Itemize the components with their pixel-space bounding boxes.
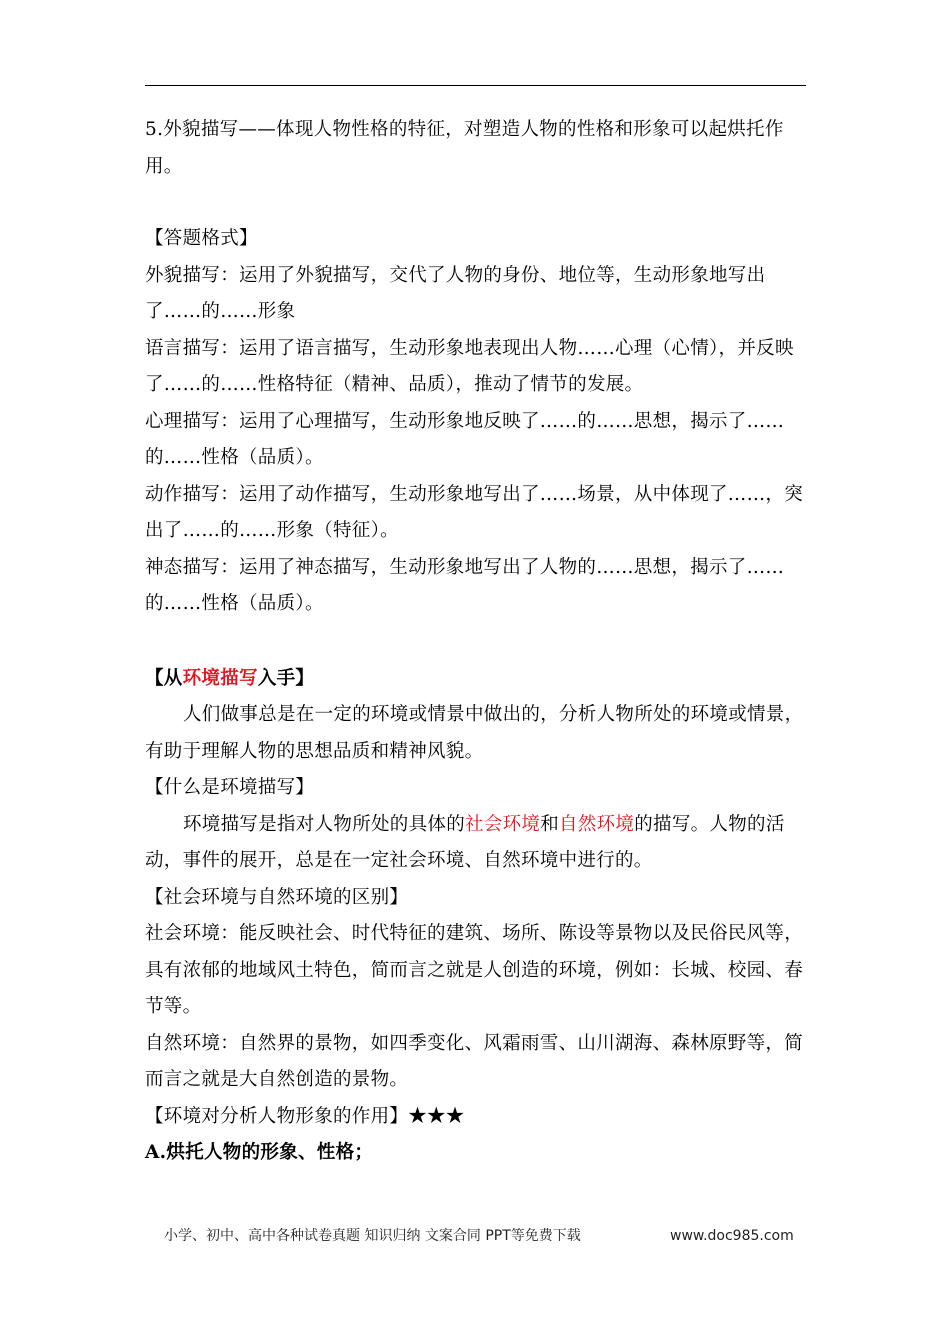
what-is-paragraph: 环境描写是指对人物所处的具体的社会环境和自然环境的描写。人物的活动，事件的展开，总是在一定社会环境、自然环境中进行的。	[145, 813, 785, 871]
answer-format-appearance: 外貌描写：运用了外貌描写，交代了人物的身份、地位等，生动形象地写出了……的……形象	[145, 264, 766, 322]
natural-env: 自然环境：自然界的景物，如四季变化、风霜雨雪、山川湖海、森林原野等，简而言之就是大自然创造的景物。	[145, 1032, 804, 1090]
natural-env-term: 自然环境	[559, 813, 635, 835]
answer-format-language: 语言描写：运用了语言描写，生动形象地表现出人物……心理（心情），并反映了……的……性格特征（精神、品质），推动了情节的发展。	[145, 337, 794, 395]
env-heading-highlight: 环境描写	[182, 667, 258, 689]
answer-format-psychology: 心理描写：运用了心理描写，生动形象地反映了……的……思想，揭示了……的……性格（品质）。	[145, 410, 785, 468]
answer-format-action: 动作描写：运用了动作描写，生动形象地写出了……场景，从中体现了……，突出了……的……形象（特征）。	[145, 483, 804, 541]
answer-format-heading: 【答题格式】	[145, 228, 258, 249]
social-env: 社会环境：能反映社会、时代特征的建筑、场所、陈设等景物以及民俗民风等，具有浓郁的地域风土特色，简而言之就是人创造的环境，例如：长城、校园、春节等。	[145, 923, 804, 1017]
role-heading: 【环境对分析人物形象的作用】★★★	[145, 1105, 465, 1127]
header-rule	[145, 85, 806, 86]
appearance-item: 5.外貌描写——体现人物性格的特征，对塑造人物的性格和形象可以起烘托作用。	[145, 119, 784, 177]
page-footer	[164, 1226, 804, 1246]
social-env-term: 社会环境	[465, 813, 541, 835]
point-a: A.烘托人物的形象、性格；	[145, 1142, 374, 1163]
env-heading: 【从环境描写入手】	[145, 667, 315, 689]
env-intro: 人们做事总是在一定的环境或情景中做出的，分析人物所处的环境或情景，有助于理解人物的思想品质和精神风貌。	[145, 704, 804, 762]
footer-text: 小学、初中、高中各种试卷真题 知识归纳 文案合同 PPT等免费下载	[164, 1228, 581, 1244]
diff-heading: 【社会环境与自然环境的区别】	[145, 886, 409, 908]
answer-format-expression: 神态描写：运用了神态描写，生动形象地写出了人物的……思想，揭示了……的……性格（品质）。	[145, 556, 785, 614]
document-body	[145, 112, 807, 1172]
what-is-heading: 【什么是环境描写】	[145, 777, 315, 798]
footer-site-link[interactable]: www.doc985.com	[670, 1228, 794, 1244]
